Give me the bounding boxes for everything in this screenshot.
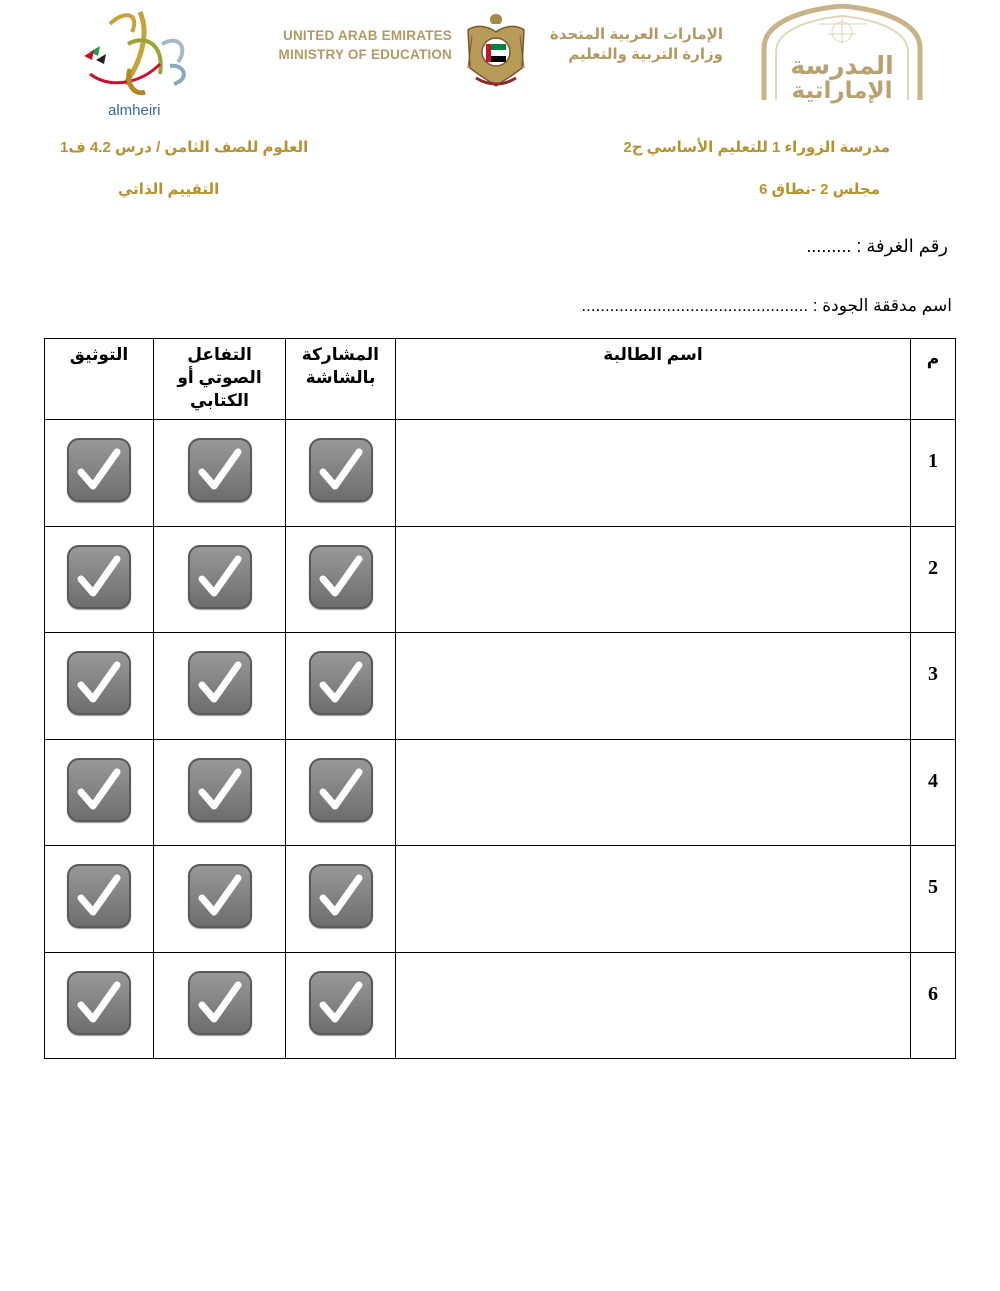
checkmark-icon — [196, 764, 244, 816]
checkmark-icon — [75, 977, 123, 1029]
table-header-row — [45, 339, 956, 420]
row-number: 2 — [911, 526, 956, 633]
documentation-cell — [45, 633, 154, 740]
header-screen-sharing: المشاركة بالشاشة — [286, 339, 396, 420]
ministry-en-line2: MINISTRY OF EDUCATION — [278, 47, 452, 62]
ministry-ar-line2: وزارة التربية والتعليم — [568, 46, 723, 63]
checkmark-icon — [317, 551, 365, 603]
table-row — [45, 633, 956, 740]
student-name-cell[interactable] — [396, 952, 911, 1059]
header-documentation: التوثيق — [45, 339, 154, 420]
course-title: العلوم للصف الثامن / درس 4.2 ف1 — [60, 139, 309, 156]
checkmark-icon — [196, 657, 244, 709]
voice-written-cell — [154, 633, 286, 740]
table-row — [45, 739, 956, 846]
checkmark-icon — [75, 764, 123, 816]
checkmark-icon — [75, 551, 123, 603]
emarati-school-logo — [758, 4, 926, 104]
documentation-cell — [45, 739, 154, 846]
room-number-field[interactable]: رقم الغرفة : ......... — [806, 236, 948, 256]
almheiri-logo — [70, 4, 200, 122]
row-number: 1 — [911, 420, 956, 527]
documentation-checkbox[interactable] — [67, 545, 131, 609]
documentation-cell — [45, 420, 154, 527]
ministry-ar-line1: الإمارات العربية المتحدة — [549, 26, 723, 43]
checkmark-icon — [75, 657, 123, 709]
documentation-checkbox[interactable] — [67, 864, 131, 928]
voice-written-checkbox[interactable] — [188, 758, 252, 822]
screen-sharing-cell — [286, 420, 396, 527]
screen-sharing-cell — [286, 633, 396, 740]
student-name-cell[interactable] — [396, 633, 911, 740]
student-name-cell[interactable] — [396, 420, 911, 527]
header-number: م — [911, 339, 956, 420]
screen-sharing-checkbox[interactable] — [309, 545, 373, 609]
voice-written-checkbox[interactable] — [188, 545, 252, 609]
table-row — [45, 526, 956, 633]
screen-sharing-checkbox[interactable] — [309, 438, 373, 502]
checkmark-icon — [196, 444, 244, 496]
voice-written-checkbox[interactable] — [188, 864, 252, 928]
documentation-cell — [45, 846, 154, 953]
checkmark-icon — [317, 764, 365, 816]
student-name-cell[interactable] — [396, 739, 911, 846]
voice-written-cell — [154, 526, 286, 633]
screen-sharing-checkbox[interactable] — [309, 651, 373, 715]
documentation-checkbox[interactable] — [67, 651, 131, 715]
council-range: مجلس 2 -نطاق 6 — [759, 181, 880, 198]
checkmark-icon — [317, 444, 365, 496]
school-logo-line1: المدرسة — [790, 51, 894, 80]
checkmark-icon — [196, 977, 244, 1029]
school-logo-line2: الإماراتية — [791, 78, 893, 104]
uae-emblem-icon — [462, 10, 530, 92]
screen-sharing-cell — [286, 952, 396, 1059]
voice-written-checkbox[interactable] — [188, 971, 252, 1035]
table-row — [45, 420, 956, 527]
student-name-cell[interactable] — [396, 846, 911, 953]
checkmark-icon — [317, 977, 365, 1029]
documentation-checkbox[interactable] — [67, 971, 131, 1035]
ministry-name-arabic — [538, 25, 723, 65]
screen-sharing-cell — [286, 526, 396, 633]
voice-written-cell — [154, 420, 286, 527]
row-number: 3 — [911, 633, 956, 740]
row-number: 6 — [911, 952, 956, 1059]
voice-written-cell — [154, 952, 286, 1059]
checkmark-icon — [196, 870, 244, 922]
screen-sharing-cell — [286, 739, 396, 846]
checkmark-icon — [317, 657, 365, 709]
documentation-checkbox[interactable] — [67, 438, 131, 502]
checkmark-icon — [196, 551, 244, 603]
row-number: 4 — [911, 739, 956, 846]
checkmark-icon — [317, 870, 365, 922]
almheiri-logo-text: almheiri — [108, 102, 161, 119]
screen-sharing-checkbox[interactable] — [309, 864, 373, 928]
documentation-cell — [45, 526, 154, 633]
header-student-name: اسم الطالبة — [396, 339, 911, 420]
screen-sharing-checkbox[interactable] — [309, 971, 373, 1035]
ministry-name-english — [262, 26, 452, 64]
checkmark-icon — [75, 870, 123, 922]
checkmark-icon — [75, 444, 123, 496]
header-voice-written: التفاعل الصوتي أو الكتابي — [154, 339, 286, 420]
table-row — [45, 952, 956, 1059]
attendance-table — [44, 338, 956, 1059]
documentation-checkbox[interactable] — [67, 758, 131, 822]
self-evaluation-label: التقييم الذاتي — [118, 181, 220, 198]
student-name-cell[interactable] — [396, 526, 911, 633]
screen-sharing-cell — [286, 846, 396, 953]
table-row — [45, 846, 956, 953]
screen-sharing-checkbox[interactable] — [309, 758, 373, 822]
voice-written-cell — [154, 739, 286, 846]
auditor-name-field[interactable]: اسم مدققة الجودة : ................................................ — [581, 296, 952, 315]
documentation-cell — [45, 952, 154, 1059]
voice-written-checkbox[interactable] — [188, 651, 252, 715]
school-name: مدرسة الزوراء 1 للتعليم الأساسي ح2 — [623, 139, 890, 156]
voice-written-checkbox[interactable] — [188, 438, 252, 502]
ministry-en-line1: UNITED ARAB EMIRATES — [283, 28, 452, 43]
row-number: 5 — [911, 846, 956, 953]
voice-written-cell — [154, 846, 286, 953]
